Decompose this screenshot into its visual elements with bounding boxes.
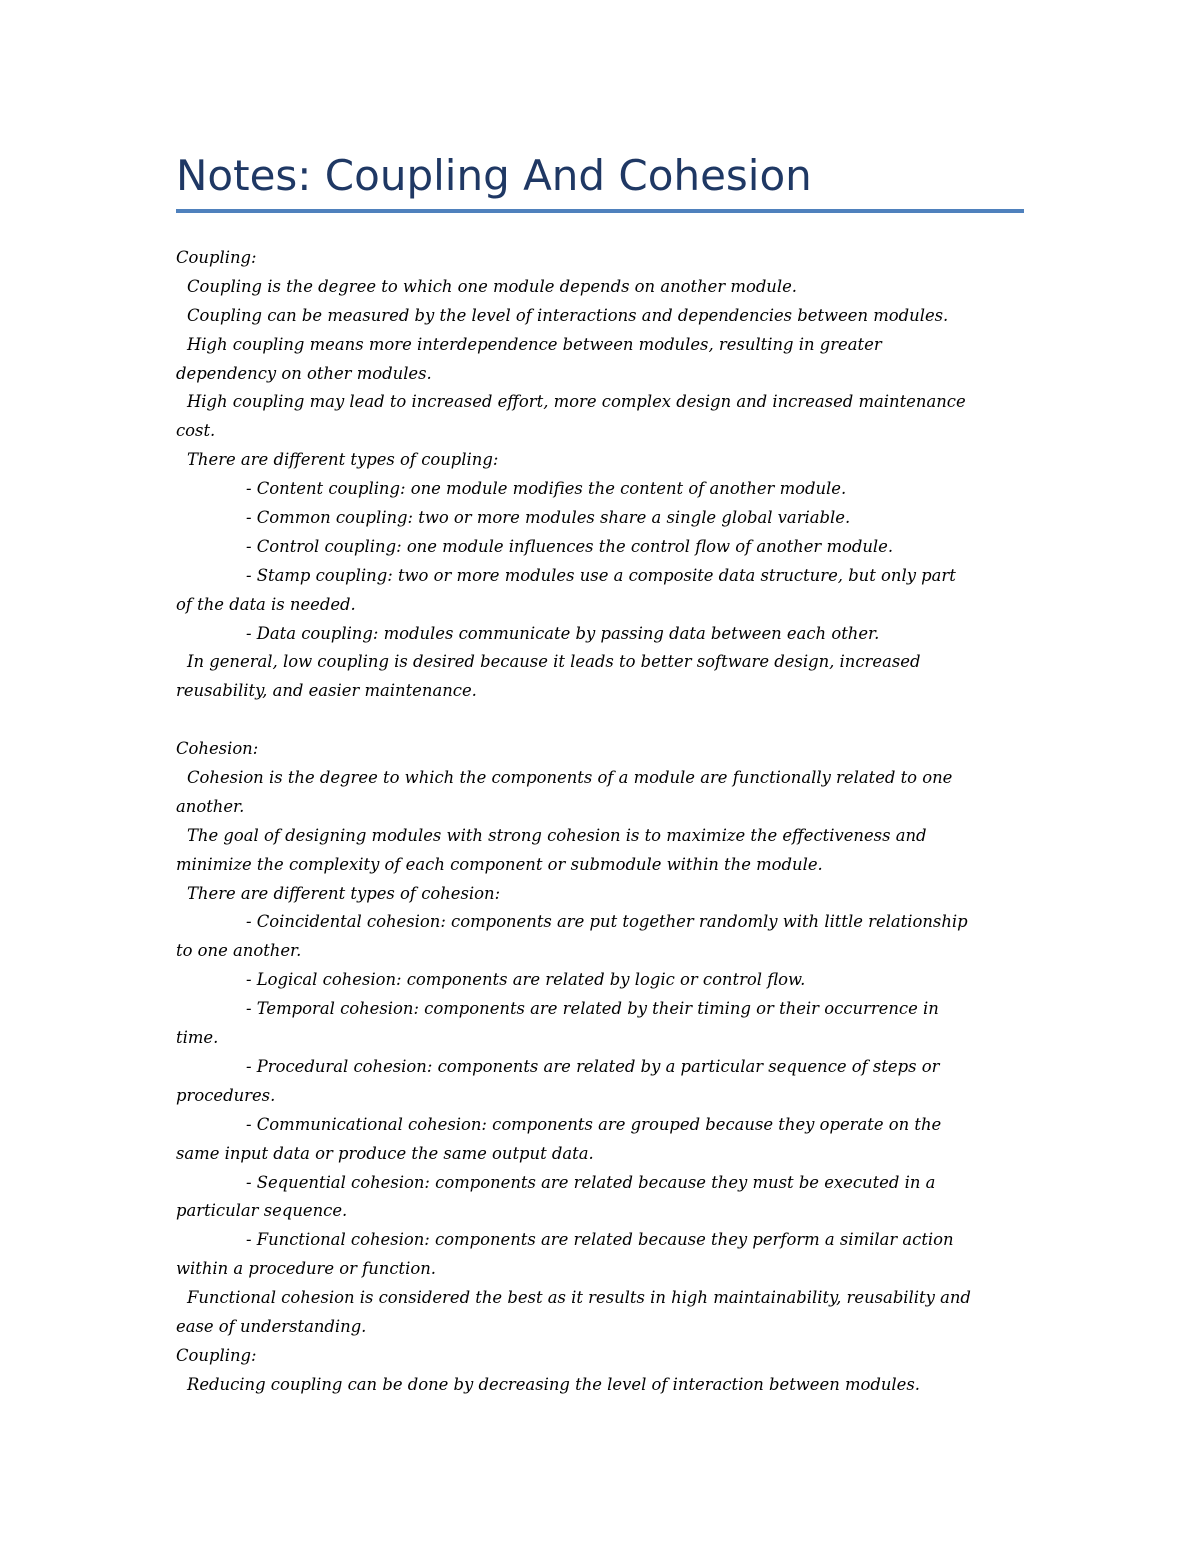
paragraph-line: Coupling is the degree to which one module depends on another module. — [187, 276, 798, 296]
list-item-continuation: within a procedure or function. — [176, 1259, 437, 1279]
paragraph-line: cost. — [176, 421, 216, 441]
section-heading-coupling: Coupling: — [176, 1345, 257, 1365]
blank-line — [176, 706, 1026, 735]
list-item: - Sequential cohesion: components are related because they must be executed in a — [246, 1172, 936, 1192]
list-item: - Communicational cohesion: components are grouped because they operate on the — [246, 1114, 942, 1134]
list-item: - Stamp coupling: two or more modules use a composite data structure, but only part — [246, 565, 956, 585]
paragraph-line: Functional cohesion is considered the best as it results in high maintainability, reusability and — [187, 1288, 971, 1308]
title-underline-divider — [176, 209, 1024, 213]
paragraph-line: Coupling can be measured by the level of interactions and dependencies between modules. — [187, 305, 949, 325]
list-item-continuation: procedures. — [176, 1085, 276, 1105]
list-item: - Coincidental cohesion: components are put together randomly with little relationship — [246, 912, 968, 932]
list-item-continuation: same input data or produce the same output data. — [176, 1143, 594, 1163]
section-heading-cohesion: Cohesion: — [176, 739, 259, 759]
paragraph-line: dependency on other modules. — [176, 363, 432, 383]
list-item-continuation: to one another. — [176, 941, 302, 961]
paragraph-line: In general, low coupling is desired because it leads to better software design, increased — [187, 652, 921, 672]
list-item: - Logical cohesion: components are related by logic or control flow. — [246, 970, 806, 990]
paragraph-line: minimize the complexity of each component or submodule within the module. — [176, 854, 823, 874]
list-item: - Functional cohesion: components are related because they perform a similar action — [246, 1230, 954, 1250]
paragraph-line: There are different types of coupling: — [187, 450, 499, 470]
list-item: - Procedural cohesion: components are related by a particular sequence of steps or — [246, 1056, 940, 1076]
list-item: - Control coupling: one module influences the control flow of another module. — [246, 536, 894, 556]
paragraph-line: High coupling means more interdependence between modules, resulting in greater — [187, 334, 882, 354]
list-item: - Temporal cohesion: components are related by their timing or their occurrence in — [246, 999, 939, 1019]
paragraph-line: ease of understanding. — [176, 1316, 367, 1336]
list-item-continuation: time. — [176, 1028, 219, 1048]
paragraph-line: Cohesion is the degree to which the components of a module are functionally related to one — [187, 768, 953, 788]
list-item: - Common coupling: two or more modules share a single global variable. — [246, 508, 851, 528]
page-title: Notes: Coupling And Cohesion — [176, 151, 812, 200]
paragraph-line: The goal of designing modules with strong cohesion is to maximize the effectiveness and — [187, 825, 927, 845]
list-item: - Data coupling: modules communicate by passing data between each other. — [246, 623, 880, 643]
list-item-continuation: particular sequence. — [176, 1201, 348, 1221]
paragraph-line: another. — [176, 796, 245, 816]
paragraph-line: reusability, and easier maintenance. — [176, 681, 477, 701]
section-heading-coupling: Coupling: — [176, 248, 257, 267]
list-item: - Content coupling: one module modifies the content of another module. — [246, 479, 847, 499]
paragraph-line: High coupling may lead to increased effort, more complex design and increased maintenance — [187, 392, 966, 412]
list-item-continuation: of the data is needed. — [176, 594, 356, 614]
paragraph-line: Reducing coupling can be done by decreasing the level of interaction between modules. — [187, 1374, 920, 1394]
paragraph-line: There are different types of cohesion: — [187, 883, 501, 903]
document-body — [176, 244, 1026, 1400]
